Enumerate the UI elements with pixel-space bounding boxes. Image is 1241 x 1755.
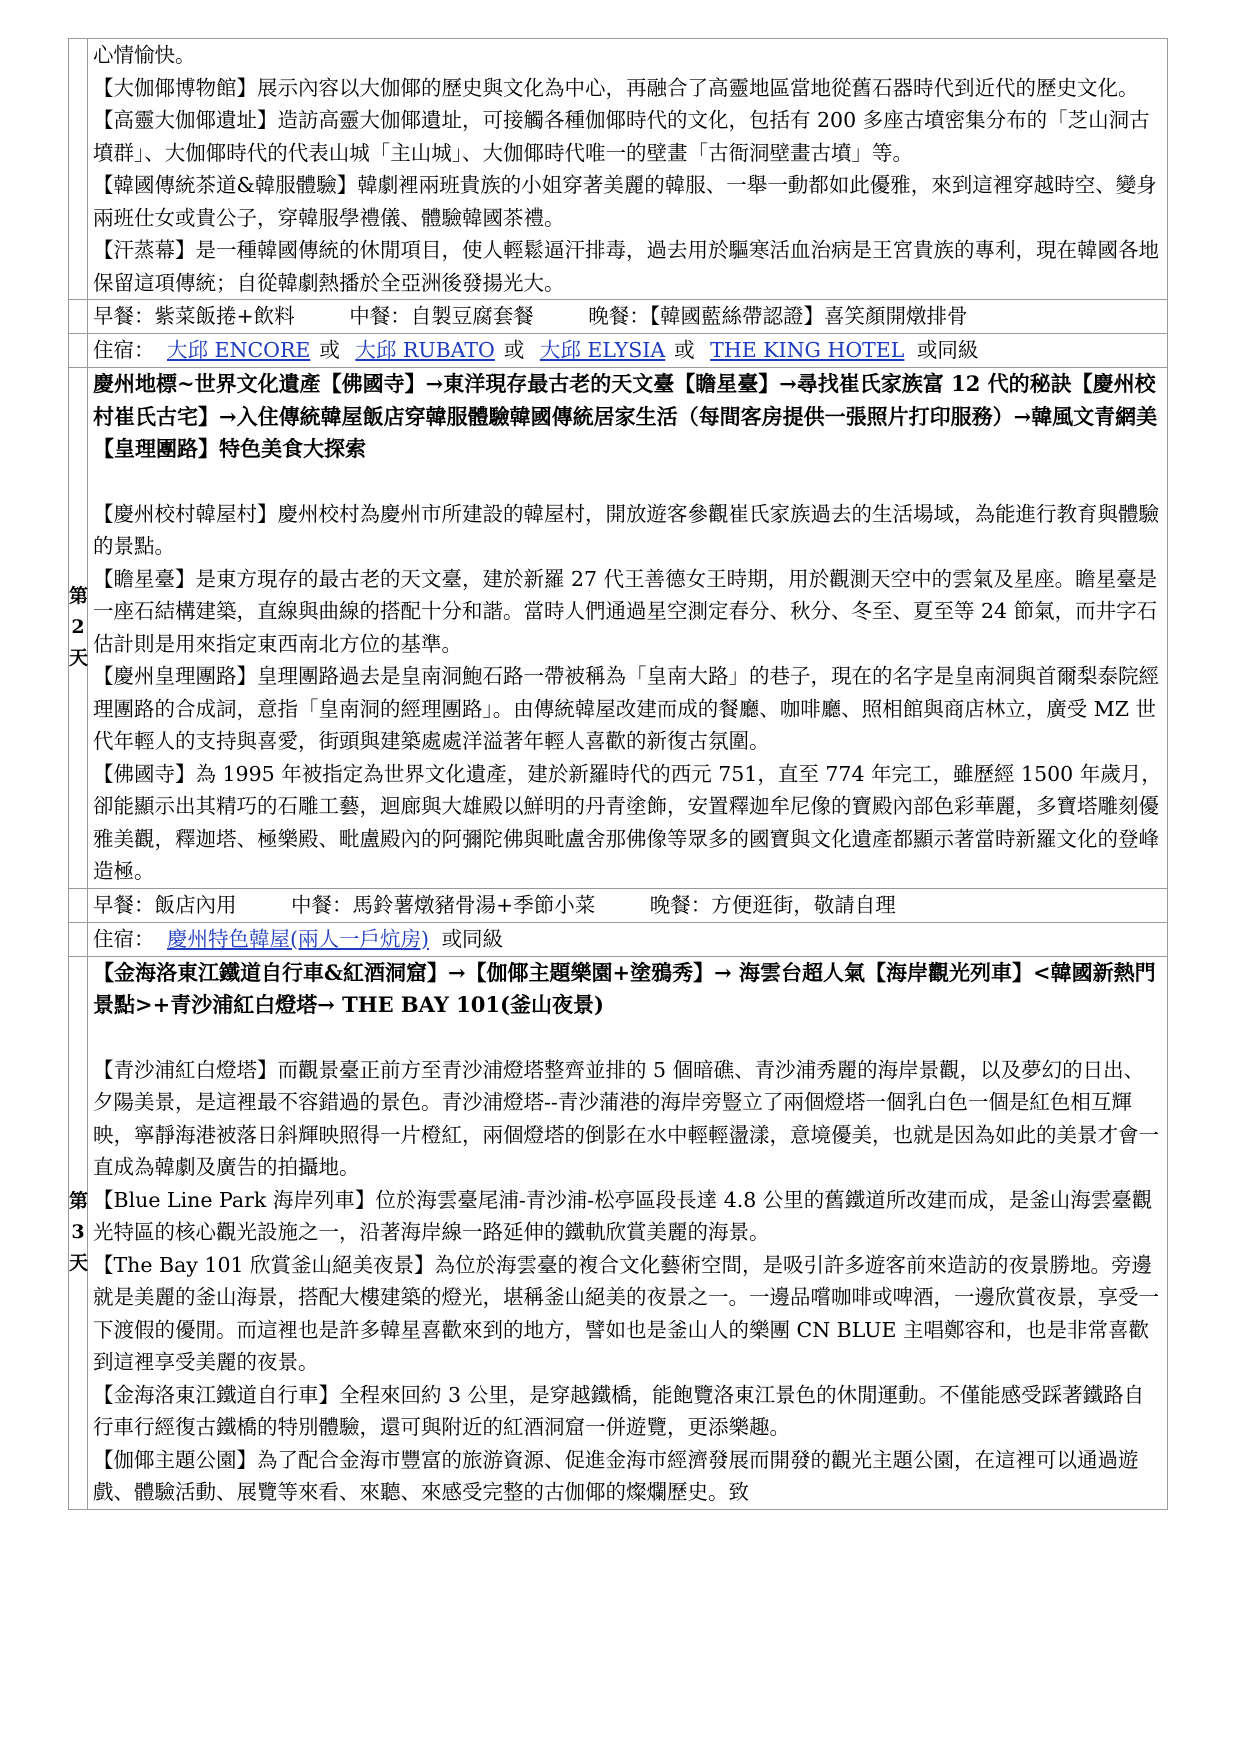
- day3-content-row: [69, 956, 1168, 1509]
- dinner-text: 晚餐：方便逛街，敬請自理: [649, 892, 896, 917]
- day2-lodging: [88, 922, 1168, 956]
- day2-content-cell: [88, 368, 1168, 889]
- day1-paragraph: 【大伽倻博物館】展示內容以大伽倻的歷史與文化為中心，再融合了高靈地區當地從舊石器時代到近代的歷史文化。: [93, 75, 1139, 100]
- day2-paragraph: 【慶州校村韓屋村】慶州校村為慶州市所建設的韓屋村，開放遊客參觀崔氏家族過去的生活場域，為能進行教育與體驗的景點。: [93, 501, 1159, 558]
- day1-paragraph: 【汗蒸幕】是一種韓國傳統的休閒項目，使人輕鬆逼汗排毒，過去用於驅寒活血治病是王宮貴族的專利，現在韓國各地保留這項傳統；自從韓劇熱播於全亞洲後發揚光大。: [93, 238, 1159, 295]
- day-label-char: 天: [69, 1252, 89, 1274]
- day2-label-cell: [69, 888, 88, 922]
- day2-paragraph: 【瞻星臺】是東方現存的最古老的天文臺，建於新羅 27 代王善德女王時期，用於觀測天空中的雲氣及星座。瞻星臺是一座石結構建築，直線與曲線的搭配十分和諧。當時人們通過星空測定春分、秋分、冬至、夏至等 24 節氣，而井字石估計則是用來指定東西南北方位的基準。: [93, 566, 1158, 656]
- day-label-number: 2: [71, 616, 85, 639]
- day2-paragraph: 【佛國寺】為 1995 年被指定為世界文化遺產，建於新羅時代的西元 751，直至 774 年完工，雖歷經 1500 年歲月，卻能顯示出其精巧的石雕工藝，迴廊與大雄殿以鮮明的丹青塗飾，安置釋迦牟尼像的寶殿內部色彩華麗，多寶塔雕刻優雅美觀，釋迦塔、極樂殿、毗盧殿內的阿彌陀佛與毗盧舍那佛像等眾多的國寶與文化遺產都顯示著當時新羅文化的登峰造極。: [93, 761, 1162, 883]
- day1-meals: [88, 300, 1168, 334]
- day2-label-cell: [69, 922, 88, 956]
- day3-headline: 【金海洛東江鐵道自行車&紅酒洞窟】→【伽倻主題樂園+塗鴉秀】→ 海雲台超人氣【海岸觀光列車】<韓國新熱門景點>+青沙浦紅白燈塔→ THE BAY 101(釜山夜景): [93, 959, 1156, 1017]
- day3-paragraph: 【伽倻主題公園】為了配合金海市豐富的旅游資源、促進金海市經濟發展而開發的觀光主題公園，在這裡可以通過遊戲、體驗活動、展覽等來看、來聽、來感受完整的古伽倻的燦爛歷史。致: [93, 1447, 1139, 1504]
- day1-paragraph: 【韓國傳統茶道&韓服體驗】韓劇裡兩班貴族的小姐穿著美麗的韓服、一舉一動都如此優雅，來到這裡穿越時空、變身兩班仕女或貴公子，穿韓服學禮儀、體驗韓國茶禮。: [93, 173, 1157, 230]
- hotel-link-elysia[interactable]: 大邱 ELYSIA: [539, 338, 666, 362]
- lunch-text: 中餐：馬鈴薯燉豬骨湯+季節小菜: [291, 892, 596, 917]
- hotel-separator: 或: [674, 338, 695, 362]
- day3-label: [69, 956, 88, 1509]
- day2-content-row: [69, 368, 1168, 889]
- hotel-link-encore[interactable]: 大邱 ENCORE: [167, 338, 311, 362]
- lodging-label: 住宿：: [93, 926, 155, 951]
- day2-lodging-row: [69, 922, 1168, 956]
- lodging-label: 住宿：: [93, 338, 155, 362]
- day1-continuation: 心情愉快。: [93, 43, 196, 67]
- hotel-link-the-king[interactable]: THE KING HOTEL: [710, 338, 905, 362]
- hotel-link-rubato[interactable]: 大邱 RUBATO: [355, 338, 495, 362]
- hotel-separator: 或: [503, 338, 525, 362]
- day3-content-cell: [88, 956, 1168, 1509]
- day1-lodging-row: [69, 334, 1168, 368]
- day1-label-cell: [69, 334, 88, 368]
- day3-paragraph: 【青沙浦紅白燈塔】而觀景臺正前方至青沙浦燈塔整齊並排的 5 個暗礁、青沙浦秀麗的海岸景觀，以及夢幻的日出、夕陽美景，是這裡最不容錯過的景色。青沙浦燈塔--青沙蒲港的海岸旁豎立了兩個燈塔一個乳白色一個是紅色相互輝映，寧靜海港被落日斜輝映照得一片橙紅，兩個燈塔的倒影在水中輕輕盪漾，意境優美，也就是因為如此的美景才會一直成為韓劇及廣告的拍攝地。: [93, 1057, 1159, 1179]
- day2-headline: 慶州地標~世界文化遺產【佛國寺】→東洋現存最古老的天文臺【瞻星臺】→尋找崔氏家族富 12 代的秘訣【慶州校村崔氏古宅】→入住傳統韓屋飯店穿韓服體驗韓國傳統居家生活（每間客房提供一張照片打印服務）→韓風文青網美【皇理團路】特色美食大探索: [93, 371, 1158, 461]
- day-label-number: 3: [71, 1221, 85, 1243]
- day1-label-cell: [69, 300, 88, 334]
- day-label-char: 第: [69, 585, 89, 608]
- day3-paragraph: 【Blue Line Park 海岸列車】位於海雲臺尾浦-青沙浦-松亭區段長達 4.8 公里的舊鐵道所改建而成，是釜山海雲臺觀光特區的核心觀光設施之一，沿著海岸線一路延伸的鐵軌欣賞美麗的海景。: [93, 1187, 1153, 1244]
- itinerary-table: [68, 38, 1168, 1510]
- day2-label: [69, 368, 88, 889]
- lodging-suffix: 或同級: [916, 338, 979, 362]
- day1-content-row: [69, 39, 1168, 300]
- breakfast-text: 早餐：飯店內用: [93, 892, 237, 917]
- day1-lodging: [88, 334, 1168, 368]
- day3-paragraph: 【金海洛東江鐵道自行車】全程來回約 3 公里，是穿越鐵橋，能飽覽洛東江景色的休閒運動。不僅能感受踩著鐵路自行車行經復古鐵橋的特別體驗，還可與附近的紅酒洞窟一併遊覽，更添樂趣。: [93, 1382, 1145, 1439]
- day2-paragraph: 【慶州皇理團路】皇理團路過去是皇南洞鮑石路一帶被稱為「皇南大路」的巷子，現在的名字是皇南洞與首爾梨泰院經理團路的合成詞，意指「皇南洞的經理團路」。由傳統韓屋改建而成的餐廳、咖啡廳、照相館與商店林立，廣受 MZ 世代年輕人的支持與喜愛，街頭與建築處處洋溢著年輕人喜歡的新復古氛圍。: [93, 664, 1159, 753]
- day3-paragraph: 【The Bay 101 欣賞釜山絕美夜景】為位於海雲臺的複合文化藝術空間，是吸引許多遊客前來造訪的夜景勝地。旁邊就是美麗的釜山海景，搭配大樓建築的燈光，堪稱釜山絕美的夜景之一。一邊品嚐咖啡或啤酒，一邊欣賞夜景，享受一下渡假的優閒。而這裡也是許多韓星喜歡來到的地方，譬如也是釜山人的樂團 CN BLUE 主唱鄭容和，也是非常喜歡到這裡享受美麗的夜景。: [93, 1252, 1159, 1374]
- hotel-link-gyeongju-hanok[interactable]: 慶州特色韓屋(兩人一戶炕房): [167, 926, 430, 951]
- day1-label-cell: [69, 39, 88, 300]
- day1-paragraph: 【高靈大伽倻遺址】造訪高靈大伽倻遺址，可接觸各種伽倻時代的文化，包括有 200 多座古墳密集分布的「芝山洞古墳群」、大伽倻時代的代表山城「主山城」、大伽倻時代唯一的壁畫「古衙洞壁畫古墳」等。: [93, 108, 1150, 165]
- blank-line: [93, 466, 1163, 498]
- day2-meals: [88, 888, 1168, 922]
- blank-line: [93, 1022, 1163, 1054]
- lunch-text: 中餐：自製豆腐套餐: [349, 304, 534, 328]
- day-label-char: 第: [69, 1190, 89, 1212]
- lodging-suffix: 或同級: [441, 926, 504, 951]
- day-label-char: 天: [69, 647, 89, 670]
- day1-meals-row: [69, 300, 1168, 334]
- day2-meals-row: [69, 888, 1168, 922]
- hotel-separator: 或: [319, 338, 340, 362]
- breakfast-text: 早餐：紫菜飯捲+飲料: [93, 304, 295, 328]
- day1-content-cell: [88, 39, 1168, 300]
- dinner-text: 晚餐：【韓國藍絲帶認證】喜笑顏開燉排骨: [588, 304, 968, 328]
